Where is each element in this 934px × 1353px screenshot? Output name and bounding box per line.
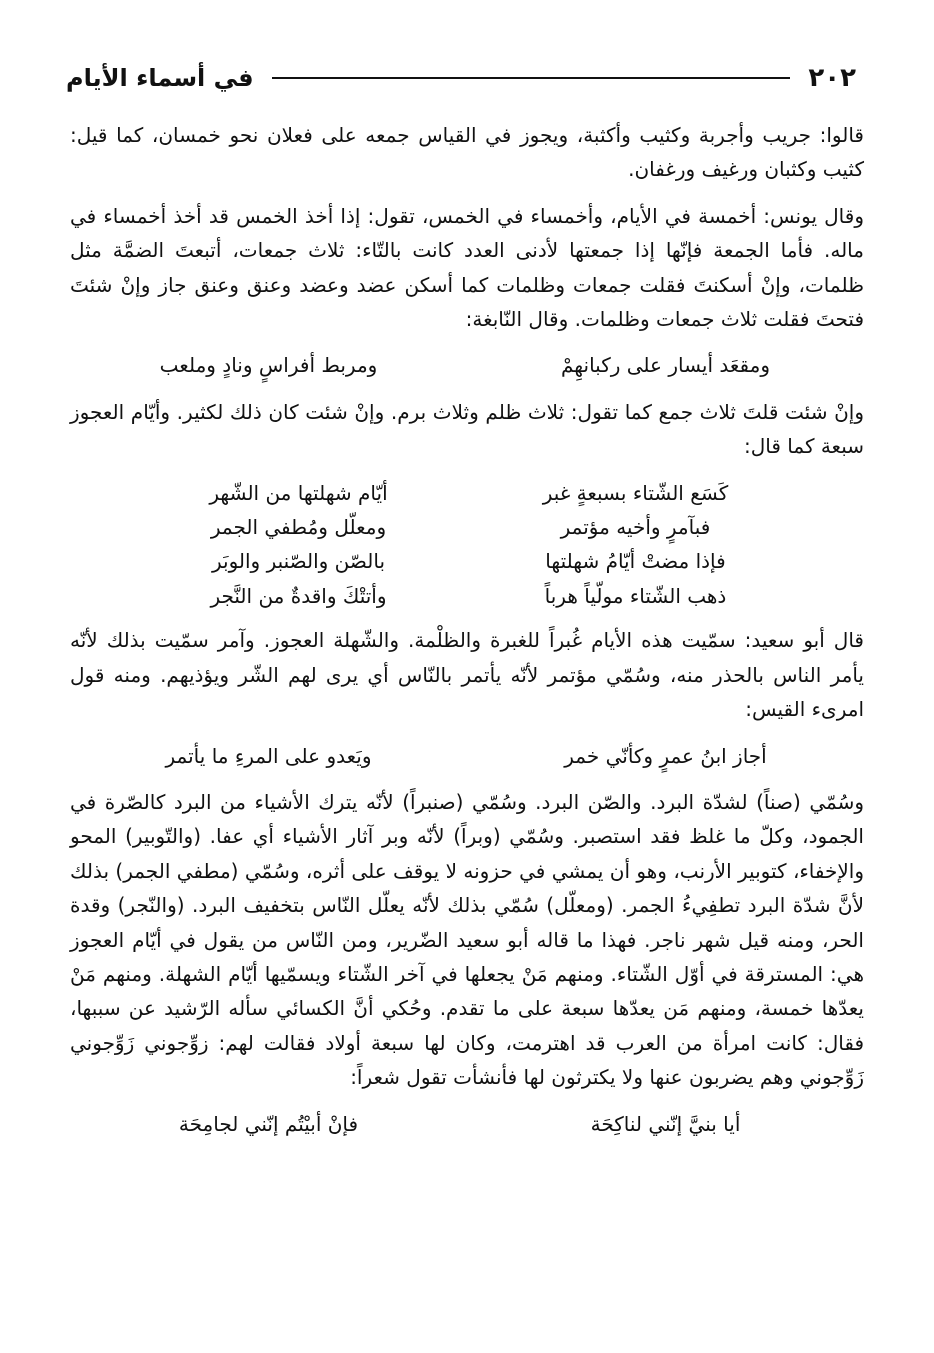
verse-first-hemistich: ومقعَد أيسار على ركبانهِمْ bbox=[560, 353, 771, 378]
verse-second-hemistich: ومربط أفراسٍ ونادٍ وملعب bbox=[159, 353, 378, 378]
verse-line bbox=[70, 510, 864, 544]
running-header bbox=[66, 58, 856, 98]
verse-first-hemistich: أجاز ابنُ عمرٍ وكأنّي خمر bbox=[564, 743, 767, 768]
page-body bbox=[70, 118, 864, 1153]
verse-last bbox=[70, 1107, 864, 1141]
paragraph-3: وإنْ شئت قلتَ ثلاث جمع كما تقول: ثلاث ظلم وثلاث برم. وإنْ شئت كان ذلك لكثير. وأيّام العجوز سبعة كما قال: bbox=[70, 399, 864, 459]
verse-second-hemistich: ومعلّل ومُطفي الجمر bbox=[210, 515, 387, 540]
verse-first-hemistich: فبآمرٍ وأخيه مؤتمر bbox=[560, 515, 711, 540]
verse-imru-al-qays bbox=[70, 739, 864, 773]
verse-second-hemistich: فإنْ أبيْتُم إنّني لجامِحَة bbox=[178, 1111, 359, 1136]
paragraph-2: وقال يونس: أخمسة في الأيام، وأخمساء في الخمس، تقول: إذا أخذ الخمس قد أخذ أخمساء في ماله. فأما الجمعة فإنّها إذا جمعتها لأدنى العدد كانت بالتّاء: ثلاث جمعات، أتبعتَ الضمَّة مثل ظلمات، وإنْ أسكنتَ فقلت جمعات وظلمات كما أسكن عضد وعضد وعنق وعنق جاز وإنْ شئتَ فتحتَ فقلت ثلاث جمعات وظلمات. وقال النّابغة: bbox=[70, 203, 864, 332]
verse-line bbox=[70, 544, 864, 578]
verse-line bbox=[70, 579, 864, 613]
paragraph-4: قال أبو سعيد: سمّيت هذه الأيام غُبراً للغبرة والظلْمة. والشّهلة العجوز. وآمر سمّيت بذلك لأنّه يأمر الناس بالحذر منه، وسُمّي مؤتمر لأنّه يأتمر بالنّاس أي يرى لهم الشّر ويؤذيهم. ومنه قول امرىء القيس: bbox=[70, 628, 864, 722]
verse-first-hemistich: فإذا مضتْ أيّامُ شهلتها bbox=[545, 549, 726, 574]
verse-second-hemistich: وأتتْكَ واقدةٌ من النَّجر bbox=[210, 583, 387, 608]
verse-line bbox=[70, 476, 864, 510]
verse-second-hemistich: ويَعدو على المرءِ ما يأتمر bbox=[165, 743, 372, 768]
verse-first-hemistich: ذهب الشّتاء مولّياً هرباً bbox=[544, 583, 727, 608]
verse-first-hemistich: أيا بنيَّ إنّني لناكِحَة bbox=[590, 1111, 741, 1136]
verse-second-hemistich: بالصّن والصّنبر والوبَر bbox=[211, 549, 386, 574]
chapter-title: في أسماء الأيام bbox=[66, 64, 254, 92]
verse-second-hemistich: أيّام شهلتها من الشّهر bbox=[209, 480, 388, 505]
verse-nabigha bbox=[70, 348, 864, 382]
page-number: ٢٠٢ bbox=[808, 63, 856, 93]
verse-group-ajuz bbox=[70, 476, 864, 614]
paragraph-5: وسُمّي (صناً) لشدّة البرد. والصّن البرد. وسُمّي (صنبراً) لأنّه يترك الأشياء من البرد كالصّرة في الجمود، وكلّ ما غلظ فقد استصبر. وسُمّي (وبراً) لأنّه وبر آثار الأشياء أي عفا. (والتّوبير) المحو والإخفاء، كتوبير الأرنب، وهو أن يمشي في حزونه لا يوقف على أثره، وسُمّي (مطفي الجمر) بذلك لأنَّ شدّة البرد تطفِيءُ الجمر. (ومعلّل) سُمّي بذلك لأنّه يعلّل النّاس بتخفيف البرد. (والنّجر) وقدة الحر، ومنه قيل شهر ناجر. فهذا ما قاله أبو سعيد الضّرير، ومن النّاس من يقول في أيّام العجوز هي: المسترقة في أوّل الشّتاء. ومنهم مَنْ يجعلها في آخر الشّتاء ويسمّيها أيّام الشهلة. ومنهم مَنْ يعدّها خمسة، ومنهم مَن يعدّها سبعة على ما تقدم. وحُكي أنَّ الكسائي سأله الرّشيد عن سببها، فقال: كانت امرأة من العرب قد اهترمت، وكان لها سبعة أولاد فقالت لهم: زوِّجوني زَوِّجوني زَوِّجوني وهم يضربون عنها ولا يكترثون لها فأنشأت تقول شعراً: bbox=[70, 789, 864, 1090]
paragraph-1: قالوا: جريب وأجربة وكثيب وأكثبة، ويجوز في القياس جمعه على فعلان نحو خمسان، كما قيل: كثيب وكثبان ورغيف ورغفان. bbox=[70, 123, 864, 182]
verse-first-hemistich: كَسَع الشّتاء بسبعةٍ غبر bbox=[542, 480, 729, 505]
header-rule bbox=[272, 77, 791, 79]
